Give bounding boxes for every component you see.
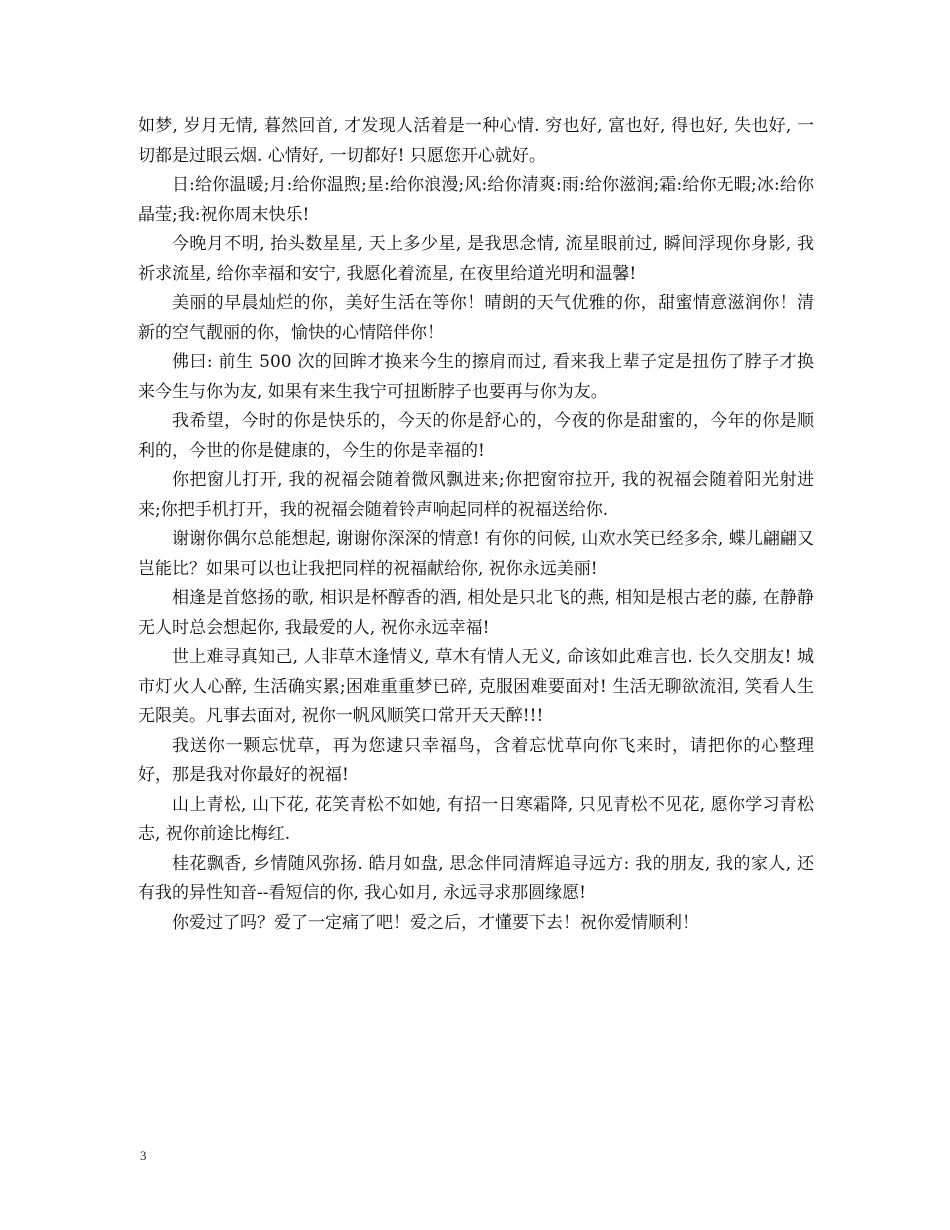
paragraph: 你把窗儿打开, 我的祝福会随着微风飘进来;你把窗帘拉开, 我的祝福会随着阳光射进来;你把手机打开，我的祝福会随着铃声响起同样的祝福送给你. bbox=[138, 470, 814, 520]
paragraph: 日:给你温暖;月:给你温煦;星:给你浪漫;风:给你清爽:雨:给你滋润;霜:给你无暇;冰:给你晶莹;我:祝你周末快乐! bbox=[138, 175, 814, 225]
paragraph: 美丽的早晨灿烂的你，美好生活在等你！晴朗的天气优雅的你，甜蜜情意滋润你！清新的空气靓丽的你，愉快的心情陪伴你！ bbox=[138, 293, 814, 343]
paragraph: 今晚月不明, 抬头数星星, 天上多少星, 是我思念情, 流星眼前过, 瞬间浮现你身影, 我祈求流星, 给你幸福和安宁, 我愿化着流星, 在夜里给道光明和温馨! bbox=[138, 234, 814, 284]
document-body bbox=[138, 112, 814, 938]
paragraph: 你爱过了吗？爱了一定痛了吧！爱之后，才懂要下去！祝你爱情顺利！ bbox=[172, 912, 699, 933]
paragraph: 桂花飘香, 乡情随风弥扬. 皓月如盘, 思念伴同清辉追寻远方: 我的朋友, 我的家人, 还有我的异性知音--看短信的你, 我心如月, 永远寻求那圆缘愿! bbox=[138, 853, 814, 903]
paragraph: 佛曰: 前生 500 次的回眸才换来今生的擦肩而过, 看来我上辈子定是扭伤了脖子才换来今生与你为友, 如果有来生我宁可扭断脖子也要再与你为友。 bbox=[138, 352, 814, 402]
paragraph: 我希望，今时的你是快乐的，今天的你是舒心的，今夜的你是甜蜜的，今年的你是顺利的，今世的你是健康的，今生的你是幸福的! bbox=[138, 411, 814, 461]
paragraph: 如梦, 岁月无情, 暮然回首, 才发现人活着是一种心情. 穷也好, 富也好, 得也好, 失也好, 一切都是过眼云烟. 心情好, 一切都好! 只愿您开心就好。 bbox=[138, 116, 814, 166]
paragraph: 谢谢你偶尔总能想起, 谢谢你深深的情意! 有你的问候, 山欢水笑已经多余, 蝶儿翩翩又岂能比？如果可以也让我把同样的祝福献给你, 祝你永远美丽! bbox=[138, 529, 814, 579]
paragraph: 山上青松, 山下花, 花笑青松不如她, 有招一日寒霜降, 只见青松不见花, 愿你学习青松志, 祝你前途比梅红. bbox=[138, 794, 814, 844]
paragraph: 世上难寻真知己, 人非草木逢情义, 草木有情人无义, 命该如此难言也. 长久交朋友! 城市灯火人心醉, 生活确实累;困难重重梦已碎, 克服困难要面对! 生活无聊欲流泪, 笑看人生无限美。凡事去面对, 祝你一帆风顺笑口常开天天醉!!! bbox=[138, 647, 814, 726]
paragraph: 我送你一颗忘忧草，再为您逮只幸福鸟，含着忘忧草向你飞来时，请把你的心整理好，那是我对你最好的祝福! bbox=[138, 735, 814, 785]
page-number: 3 bbox=[140, 1148, 147, 1163]
paragraph: 相逢是首悠扬的歌, 相识是杯醇香的酒, 相处是只北飞的燕, 相知是根古老的藤, 在静静无人时总会想起你, 我最爱的人, 祝你永远幸福! bbox=[138, 588, 814, 638]
